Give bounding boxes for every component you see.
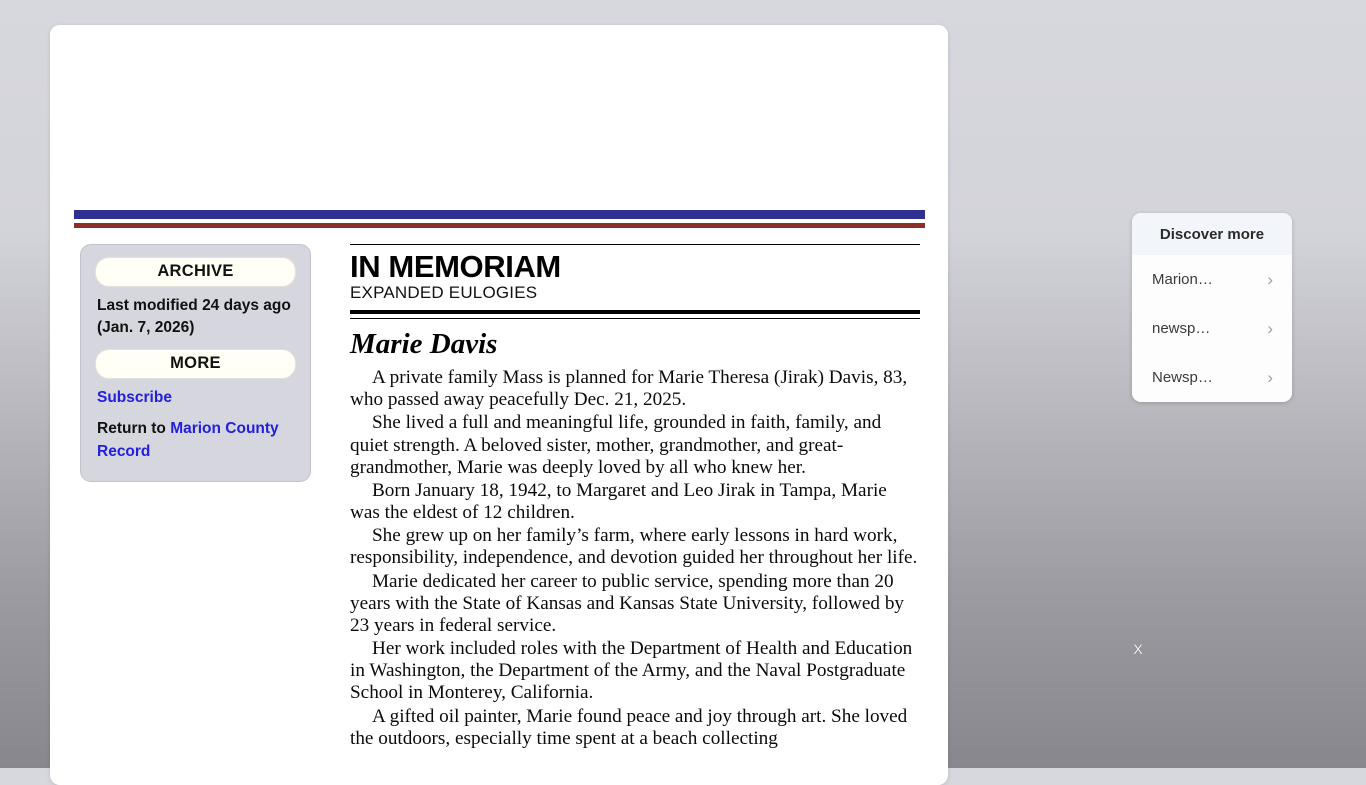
obituary-paragraph: Her work included roles with the Department of Health and Education in Washington, the Department of the Army, and the Naval Postgraduate School in Monterey, California. bbox=[350, 638, 913, 704]
chevron-right-icon: › bbox=[1267, 368, 1273, 387]
obituary-paragraph: She lived a full and meaningful life, grounded in faith, family, and quiet strength. A beloved sister, mother, grandmother, and great-grandmother, Marie was deeply loved by all who knew her. bbox=[350, 412, 882, 478]
obituary-name: Marie Davis bbox=[350, 328, 498, 361]
chevron-right-icon: › bbox=[1267, 270, 1273, 289]
obituary-body bbox=[350, 367, 920, 750]
discover-more-item[interactable] bbox=[1132, 353, 1292, 402]
obituary-paragraph: Born January 18, 1942, to Margaret and Leo Jirak in Tampa, Marie was the eldest of 12 children. bbox=[350, 479, 887, 524]
article-page-sheet bbox=[50, 25, 948, 785]
masthead-top-hairline bbox=[350, 244, 920, 245]
sidebar-archive-heading: ARCHIVE bbox=[95, 257, 296, 287]
chevron-right-icon: › bbox=[1267, 319, 1273, 338]
sidebar-return-prefix: Return to bbox=[97, 420, 171, 438]
obituary-paragraph: A private family Mass is planned for Marie Theresa (Jirak) Davis, 83, who passed away peacefully Dec. 21, 2025. bbox=[350, 367, 908, 411]
discover-more-item[interactable] bbox=[1132, 304, 1292, 353]
article-column bbox=[350, 244, 920, 751]
discover-more-header: Discover more bbox=[1132, 213, 1292, 255]
discover-more-item[interactable] bbox=[1132, 255, 1292, 304]
masthead-blue-rule bbox=[74, 210, 925, 219]
masthead-title: IN MEMORIAM bbox=[350, 249, 561, 284]
masthead-subtitle: EXPANDED EULOGIES bbox=[350, 283, 538, 303]
discover-item-label: Marion… bbox=[1152, 271, 1213, 288]
masthead-red-rule bbox=[74, 223, 925, 228]
top-ad-slot bbox=[50, 25, 948, 207]
sidebar-more-heading: MORE bbox=[95, 349, 296, 379]
masthead-thick-rule bbox=[350, 310, 920, 314]
obituary-paragraph: A gifted oil painter, Marie found peace and joy through art. She loved the outdoors, especially time spent at a beach collecting bbox=[350, 705, 908, 749]
sidebar-return-link[interactable]: Marion County Record bbox=[97, 420, 279, 460]
masthead-thin-rule bbox=[350, 318, 920, 319]
sidebar-panel bbox=[80, 244, 311, 482]
discover-more-panel bbox=[1132, 213, 1292, 402]
discover-item-label: Newsp… bbox=[1152, 369, 1213, 386]
sidebar-subscribe-link[interactable]: Subscribe bbox=[97, 389, 172, 407]
sidebar-last-modified: Last modified 24 days ago (Jan. 7, 2026) bbox=[97, 297, 291, 337]
obituary-paragraph: Marie dedicated her career to public service, spending more than 20 years with the State of Kansas and Kansas State University, followed by 23 years in federal service. bbox=[350, 570, 905, 636]
discover-item-label: newsp… bbox=[1152, 320, 1211, 337]
close-overlay-button[interactable]: X bbox=[1133, 641, 1143, 657]
sidebar-return-line bbox=[97, 418, 296, 462]
obituary-paragraph: She grew up on her family’s farm, where early lessons in hard work, responsibility, independence, and devotion guided her throughout her life. bbox=[350, 525, 918, 569]
